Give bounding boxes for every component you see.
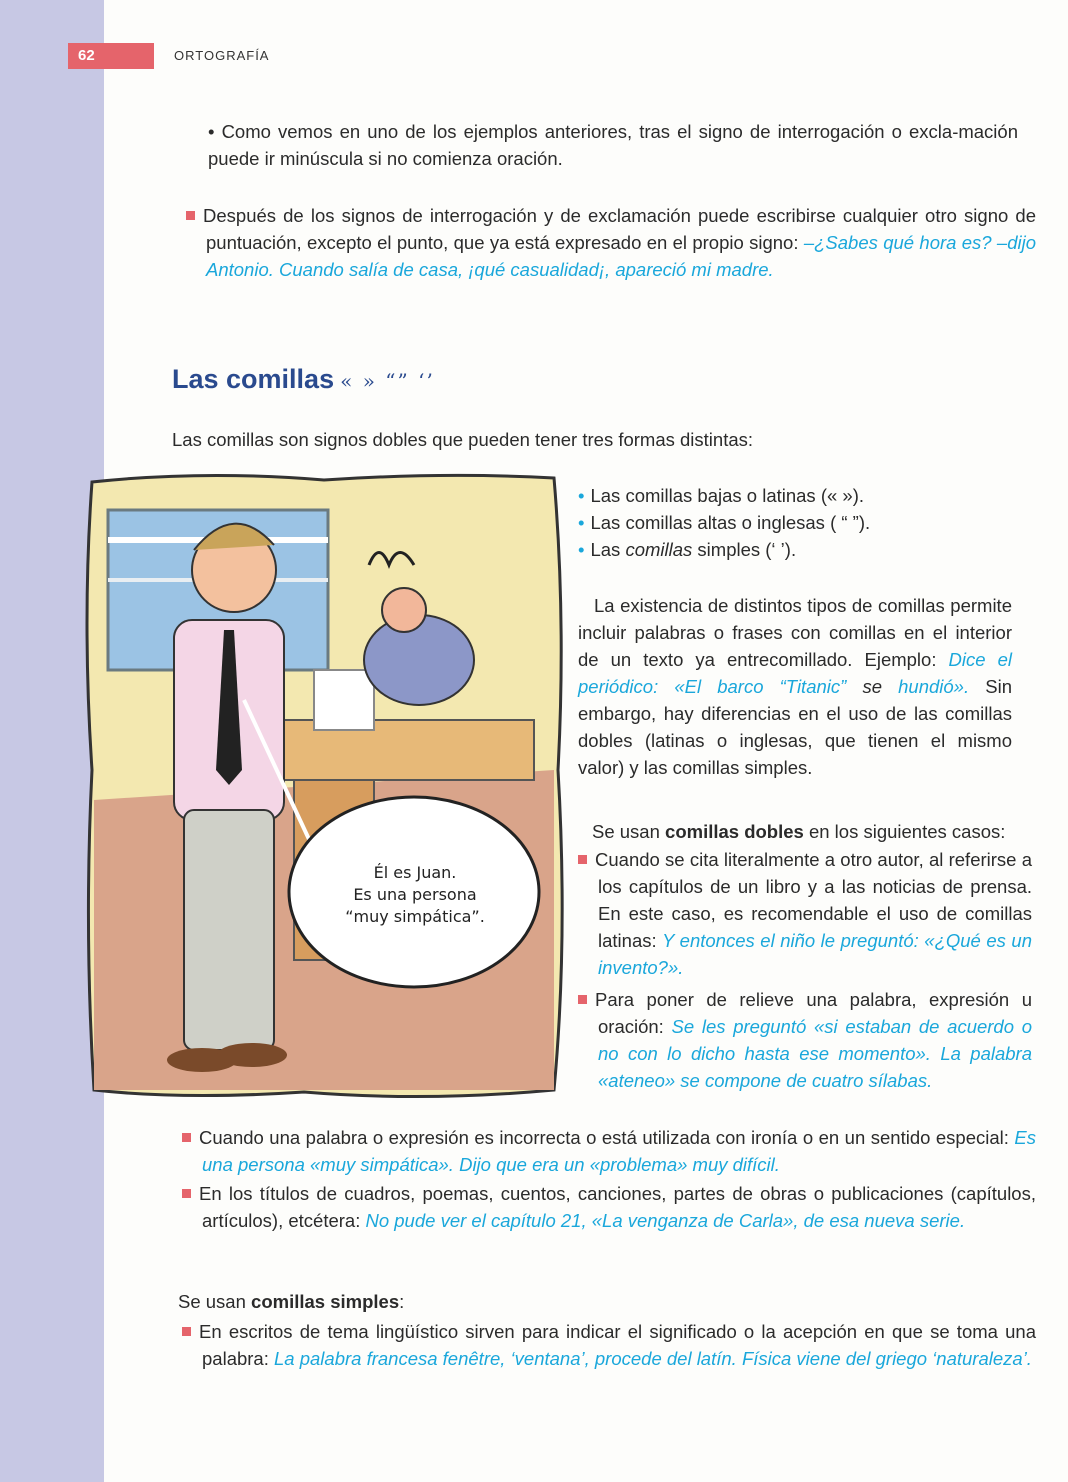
case-example: Es una persona «muy simpática». Dijo que era un «problema» muy difícil. <box>202 1127 1036 1175</box>
red-square-icon <box>578 995 587 1004</box>
page-number: 62 <box>68 43 154 69</box>
double-case-item: Para poner de relieve una palabra, expresión u oración: Se les preguntó «si estaban de acuerdo o no con lo dicho hasta ese momento». La palabra «ateneo» se compone de cuatro sílabas. <box>578 986 1032 1094</box>
red-square-icon <box>578 855 587 864</box>
double-case-item: Cuando una palabra o expresión es incorrecta o está utilizada con ironía o en un sentido especial: Es una persona «muy simpática». Dijo que era un «problema» muy difícil. <box>182 1124 1036 1178</box>
section-title: Las comillas <box>172 364 335 394</box>
intro-bullet-text: • Como vemos en uno de los ejemplos anteriores, tras el signo de interrogación o excla-mación puede ir minúscula si no comienza oración. <box>208 121 1018 169</box>
type-item: • Las comillas bajas o latinas (« »). <box>578 485 865 506</box>
case-example: Y entonces el niño le preguntó: «¿Qué es un invento?». <box>598 930 1032 978</box>
section-intro-text: Las comillas son signos dobles que pueden tener tres formas distintas: <box>172 429 754 450</box>
single-case-item: En escritos de tema lingüístico sirven para indicar el significado o la acepción en que se toma una palabra: La palabra francesa fenêtre, ‘ventana’, procede del latín. Física viene del griego ‘naturaleza’. <box>182 1318 1036 1372</box>
comillas-types <box>578 482 1018 563</box>
section-intro <box>172 426 1012 453</box>
punctuation-rule <box>186 202 1036 283</box>
existence-paragraph <box>578 592 1012 781</box>
page-header <box>68 43 1068 69</box>
section-heading <box>172 364 435 395</box>
rule-text: Después de los signos de interrogación y de exclamación puede escribirse cualquier otro signo de puntuación, excepto el punto, que ya está expresado en el propio signo: <box>203 205 1036 253</box>
type-item: • Las comillas altas o inglesas ( “ ”). <box>578 512 871 533</box>
bullet-icon: • <box>578 485 585 506</box>
existence-example-se: se <box>862 676 882 697</box>
section-label: ORTOGRAFÍA <box>174 48 270 63</box>
bullet-icon: • <box>578 539 585 560</box>
red-square-icon <box>182 1189 191 1198</box>
red-square-icon <box>182 1327 191 1336</box>
rule-example: –¿Sabes qué hora es? –dijo Antonio. Cuando salía de casa, ¡qué casualidad¡, apareció mi madre. <box>206 232 1037 280</box>
bubble-line: “muy simpática”. <box>345 907 485 926</box>
existence-example: Dice el periódico: «El barco “Titanic” <box>578 649 1013 697</box>
bubble-line: Él es Juan. <box>373 863 457 882</box>
red-square-icon <box>186 211 195 220</box>
bullet-icon: • <box>578 512 585 533</box>
single-quotes-intro: Se usan comillas simples: <box>178 1291 405 1312</box>
quote-marks: « » “” ‘’ <box>340 369 435 393</box>
existence-text: La existencia de distintos tipos de comillas permite incluir palabras o frases con comillas en el interior de un texto ya entrecomillado. Ejemplo: <box>578 595 1012 670</box>
red-square-icon <box>182 1133 191 1142</box>
existence-example: hundió». <box>898 676 970 697</box>
speech-bubble-text <box>340 862 490 928</box>
bubble-line: Es una persona <box>353 885 477 904</box>
case-example: La palabra francesa fenêtre, ‘ventana’, procede del latín. Física viene del griego ‘naturaleza’. <box>274 1348 1032 1369</box>
existence-text: Sin embargo, hay diferencias en el uso de las comillas dobles (latinas o inglesas, que tienen el mismo valor) y las comillas simples. <box>578 676 1012 778</box>
type-item: • Las comillas simples (‘ ’). <box>578 539 797 560</box>
double-quotes-intro: Se usan comillas dobles en los siguientes casos: <box>592 821 1006 842</box>
intro-bullet <box>208 118 1018 172</box>
case-example: No pude ver el capítulo 21, «La venganza de Carla», de esa nueva serie. <box>365 1210 966 1231</box>
double-case-item: Cuando se cita literalmente a otro autor, al referirse a los capítulos de un libro y a las noticias de prensa. En este caso, es recomendable el uso de comillas latinas: Y entonces el niño le preguntó: «¿Qué es un invento?». <box>578 846 1032 981</box>
double-case-item: En los títulos de cuadros, poemas, cuentos, canciones, partes de obras o publicaciones (capítulos, artículos), etcétera: No pude ver el capítulo 21, «La venganza de Carla», de esa nueva serie. <box>182 1180 1036 1234</box>
office-illustration <box>84 470 564 1100</box>
case-example: Se les preguntó «si estaban de acuerdo o no con lo dicho hasta ese momento». La palabra «ateneo» se compone de cuatro sílabas. <box>598 1016 1033 1091</box>
